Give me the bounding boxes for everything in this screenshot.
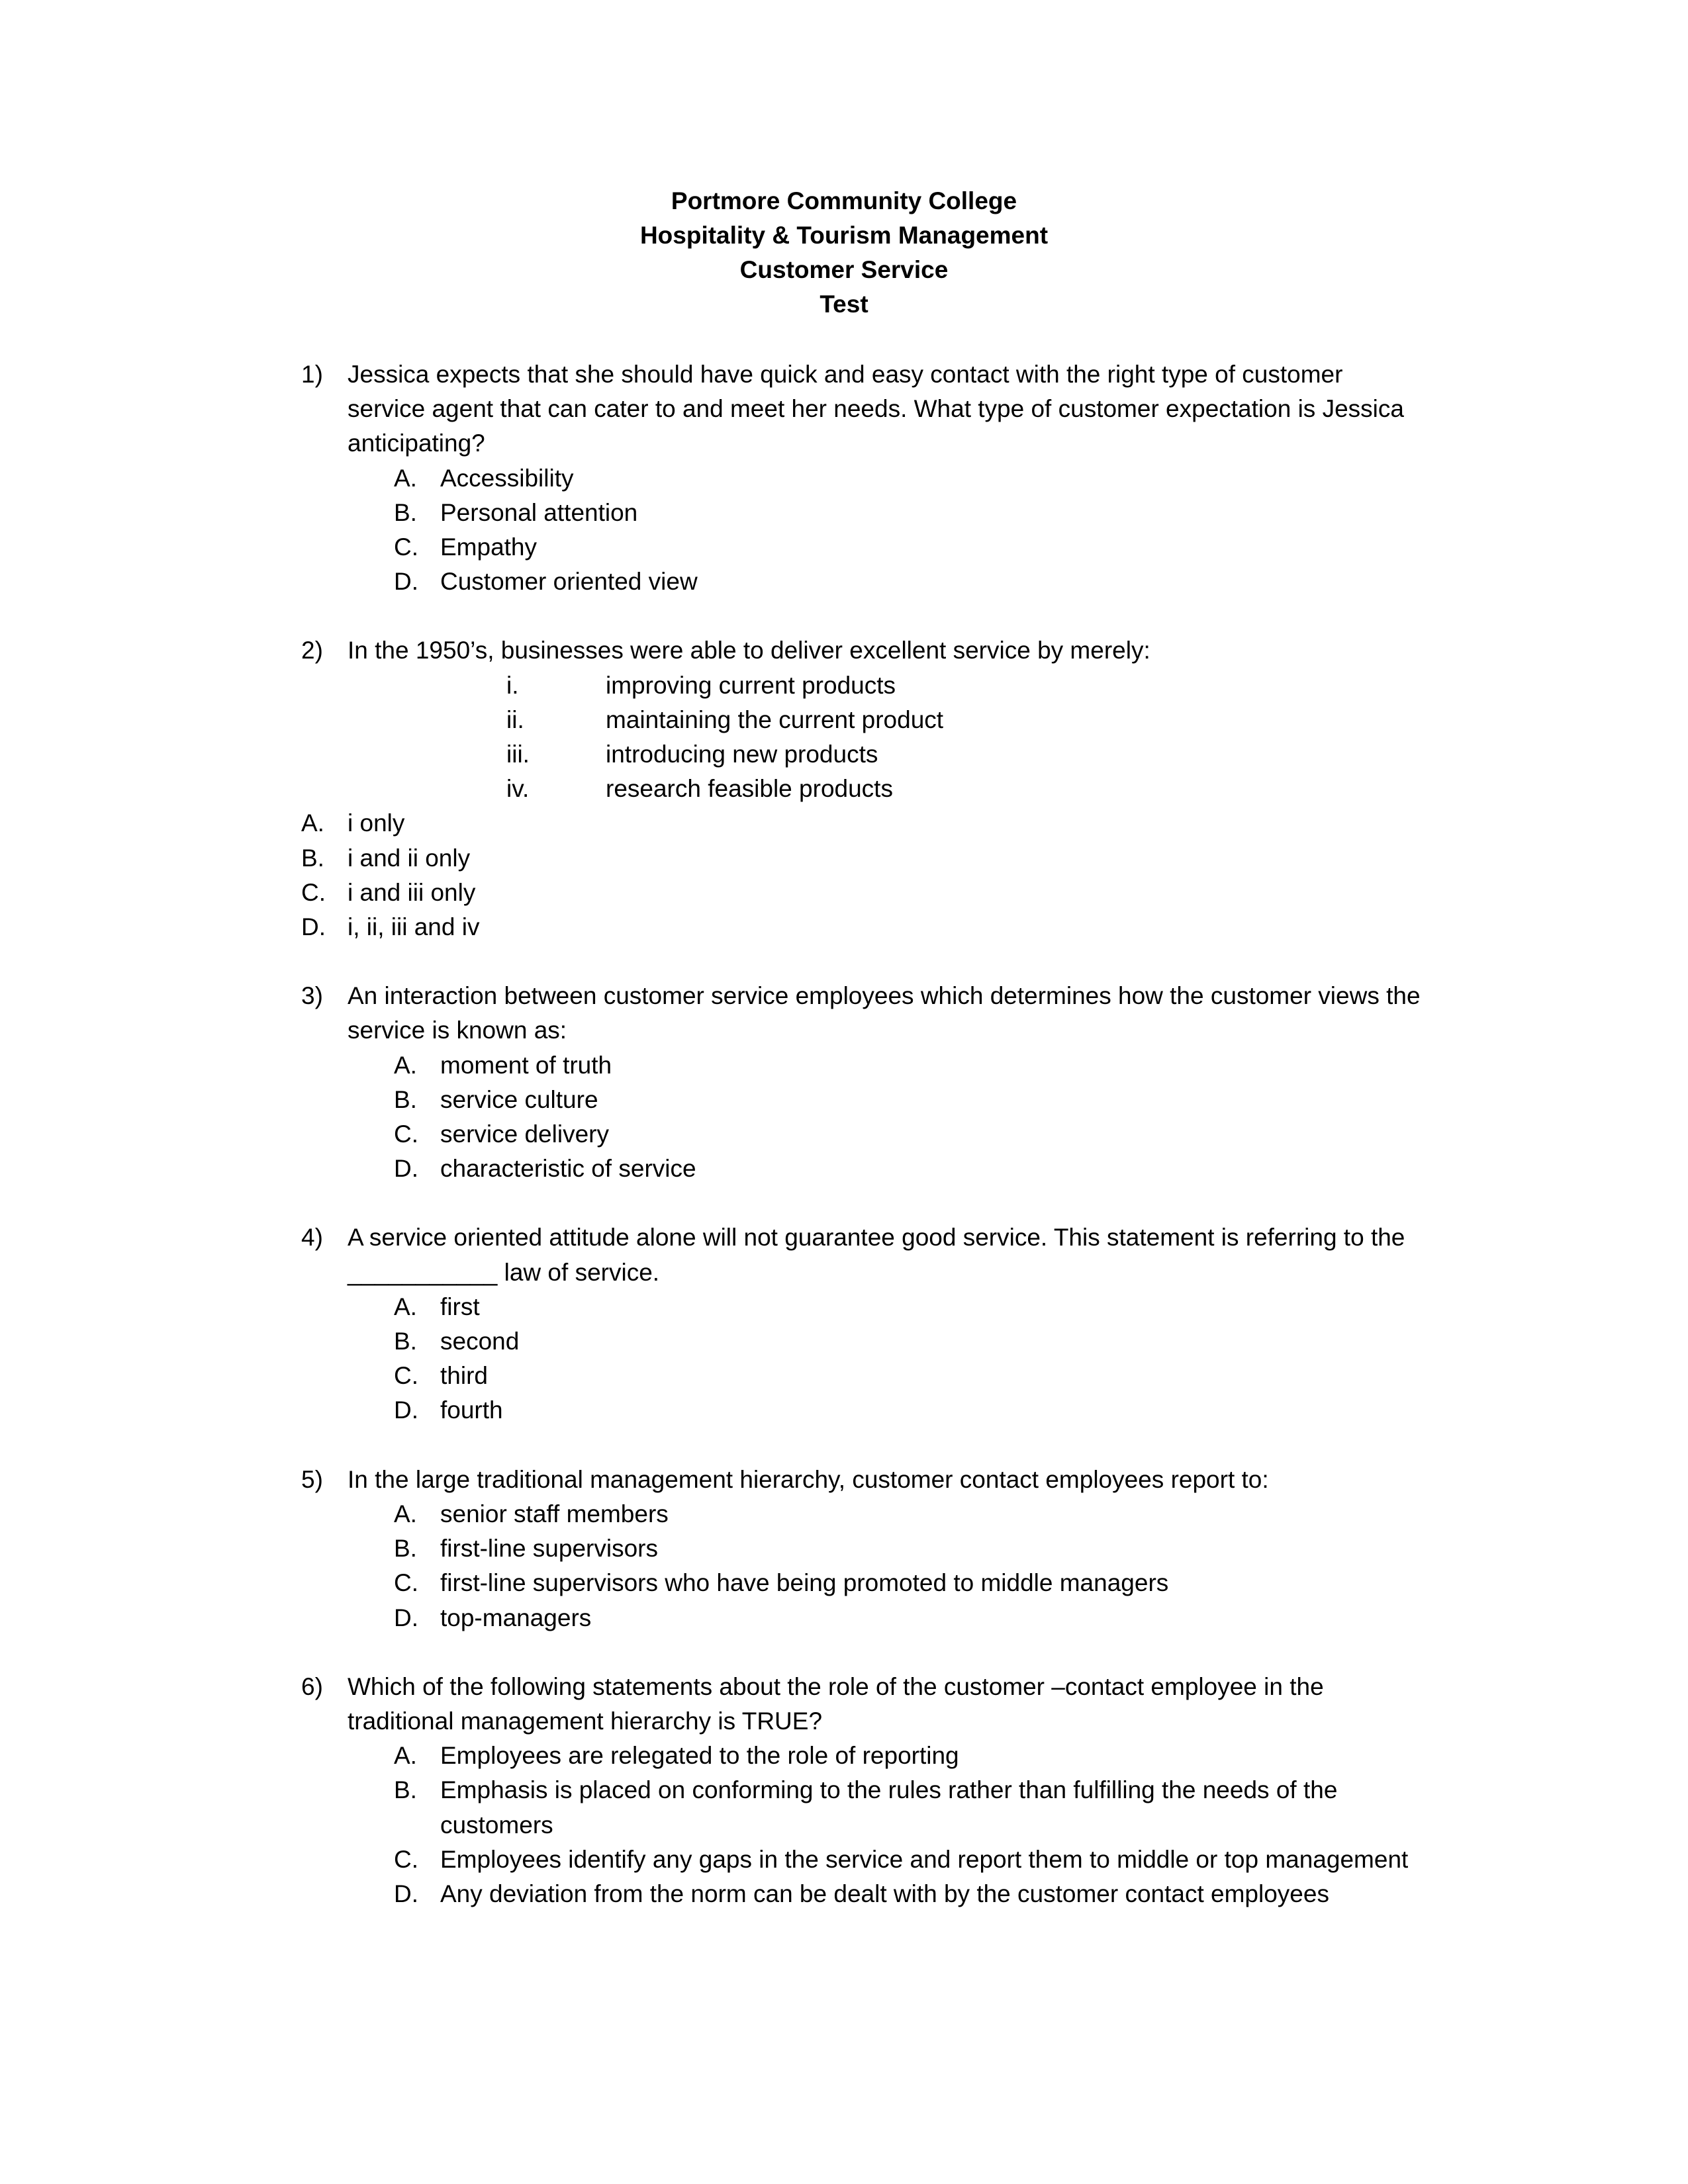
answer-option [301,876,1427,910]
statement-item [506,737,1427,772]
option-text: i, ii, iii and iv [348,913,480,941]
option-letter: C. [301,878,326,906]
option-letter: D. [394,1604,418,1631]
answer-option [394,496,1427,530]
question-number: 6) [301,1672,323,1700]
option-text: moment of truth [440,1051,612,1079]
option-letter: D. [301,913,326,941]
option-letter: A. [394,1500,417,1527]
answer-option [394,1497,1427,1531]
question-1 [301,357,1427,599]
statement-item [506,703,1427,737]
option-text: third [440,1362,488,1390]
answer-option [394,1773,1427,1842]
option-letter: B. [301,844,324,872]
answer-options [394,461,1427,600]
answer-option [301,841,1427,876]
option-letter: A. [301,809,324,837]
option-text: service delivery [440,1120,609,1148]
question-2 [301,633,1427,944]
statement-numeral: i. [506,671,519,699]
answer-option [301,910,1427,944]
question-5 [301,1463,1427,1635]
answer-option [394,1601,1427,1635]
option-text: second [440,1328,520,1355]
option-letter: A. [394,1293,417,1320]
answer-option [394,1290,1427,1324]
option-text: Accessibility [440,464,574,492]
option-text: Personal attention [440,498,638,526]
question-text: A service oriented attitude alone will not guarantee good service. This statement is referring to the ___________ law of service. [348,1224,1405,1286]
statement-item [506,772,1427,806]
answer-option [394,1048,1427,1083]
option-letter: A. [394,1051,417,1079]
question-text: Which of the following statements about the role of the customer –contact employee in the traditional management hierarchy is TRUE? [348,1672,1324,1735]
question-number: 2) [301,637,323,664]
statement-numeral: ii. [506,705,524,733]
option-text: senior staff members [440,1500,669,1527]
statement-text: maintaining the current product [606,705,944,733]
answer-option [394,565,1427,599]
answer-option [394,461,1427,496]
question-4 [301,1220,1427,1428]
answer-options [394,1290,1427,1428]
statement-numeral: iv. [506,775,530,803]
option-text: i only [348,809,405,837]
question-number: 3) [301,982,323,1010]
option-letter: D. [394,1155,418,1183]
answer-option [394,1117,1427,1152]
question-text: An interaction between customer service employees which determines how the customer views the service is known as: [348,982,1421,1044]
question-text: Jessica expects that she should have quick and easy contact with the right type of customer service agent that can cater to and meet her needs. What type of customer expectation is Jessica anticipating? [348,361,1404,457]
option-text: i and iii only [348,878,476,906]
statement-text: research feasible products [606,775,893,803]
option-text: fourth [440,1396,503,1424]
option-text: first-line supervisors who have being promoted to middle managers [440,1569,1169,1597]
answer-option [301,806,1427,841]
option-text: top-managers [440,1604,592,1631]
option-text: Emphasis is placed on conforming to the rules rather than fulfilling the needs of the customers [440,1776,1338,1839]
answer-option [394,1359,1427,1393]
answer-option [394,1877,1427,1911]
document-type: Test [820,291,868,318]
option-text: service culture [440,1085,598,1113]
option-letter: C. [394,1362,418,1390]
option-letter: B. [394,1085,417,1113]
statement-text: introducing new products [606,741,878,768]
department-name: Hospitality & Tourism Management [639,222,1049,249]
option-letter: D. [394,1396,418,1424]
question-text: In the 1950’s, businesses were able to deliver excellent service by merely: [348,637,1150,664]
option-text: Employees are relegated to the role of reporting [440,1742,959,1770]
statement-item [506,668,1427,703]
statement-text: improving current products [606,671,896,699]
answer-option [394,1152,1427,1186]
answer-option [394,1843,1427,1877]
option-letter: A. [394,464,417,492]
statement-numeral: iii. [506,741,530,768]
option-text: first-line supervisors [440,1535,658,1563]
option-letter: B. [394,498,417,526]
question-text: In the large traditional management hierarchy, customer contact employees report to: [348,1465,1269,1493]
statement-list [506,668,1427,807]
question-3 [301,979,1427,1186]
answer-option [394,1324,1427,1359]
option-text: Employees identify any gaps in the service and report them to middle or top management [440,1845,1409,1873]
question-number: 4) [301,1224,323,1251]
option-letter: B. [394,1535,417,1563]
option-letter: B. [394,1328,417,1355]
option-letter: C. [394,1569,418,1597]
course-name: Customer Service [739,256,949,283]
option-text: Empathy [440,533,538,561]
answer-option [394,1393,1427,1428]
answer-option [394,1739,1427,1773]
document-header [0,184,1688,322]
option-letter: C. [394,1120,418,1148]
answer-option [394,1531,1427,1566]
option-text: Customer oriented view [440,568,698,596]
question-number: 5) [301,1465,323,1493]
option-text: first [440,1293,480,1320]
question-number: 1) [301,361,323,388]
answer-options [301,806,1427,944]
option-letter: D. [394,568,418,596]
option-letter: C. [394,533,418,561]
college-name: Portmore Community College [671,187,1017,214]
option-letter: C. [394,1845,418,1873]
questions-list [301,357,1427,1946]
option-text: i and ii only [348,844,471,872]
question-6 [301,1670,1427,1911]
answer-option [394,530,1427,565]
option-letter: B. [394,1776,417,1804]
answer-options [394,1497,1427,1635]
option-letter: D. [394,1880,418,1907]
option-letter: A. [394,1742,417,1770]
option-text: characteristic of service [440,1155,696,1183]
answer-option [394,1566,1427,1600]
option-text: Any deviation from the norm can be dealt with by the customer contact employees [440,1880,1329,1907]
answer-options [394,1739,1427,1911]
answer-options [394,1048,1427,1187]
answer-option [394,1083,1427,1117]
